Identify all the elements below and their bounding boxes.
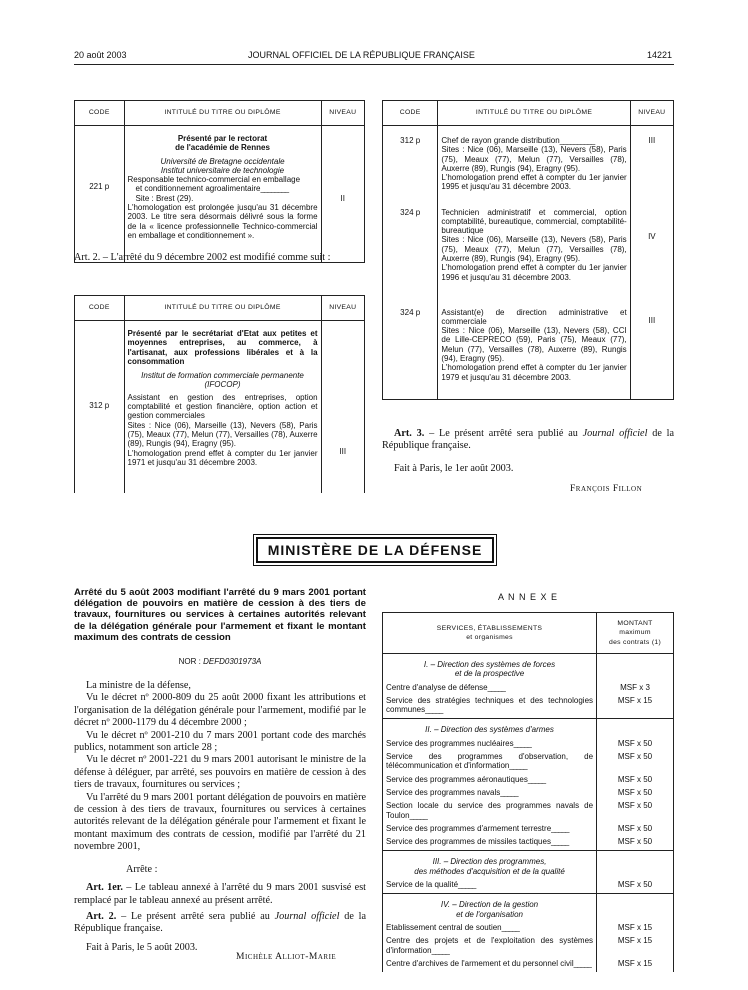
annex-section-row	[383, 719, 674, 737]
annex-amount-cell: MSF x 15	[597, 934, 674, 957]
annex-row	[383, 921, 674, 934]
annex-section-heading: III. – Direction des programmes, des méthodes d'acquisition et de la qualité	[383, 851, 597, 878]
annex-amount-cell: MSF x 15	[597, 694, 674, 717]
annex-amount-cell: MSF x 15	[597, 921, 674, 934]
diploma-table-1	[74, 100, 365, 263]
col-level: NIVEAU	[630, 101, 673, 126]
title-line: Technicien administratif et commercial, option comptabilité, bureautique, commercial, comptabilité-bureautique	[441, 207, 627, 236]
header-rule	[74, 64, 674, 65]
annex-service-cell: Service des programmes navals_____	[383, 786, 597, 799]
homologation-line: L'homologation prend effet à compter du 1er janvier 1996 et jusqu'au 31 décembre 2003.	[441, 263, 627, 282]
code-cell: 324 p	[383, 304, 438, 400]
diploma-table-3	[382, 100, 674, 400]
site-line: Sites : Nice (06), Marseille (13), Nevers (58), Paris (75), Meaux (77), Melun (77), Versailles (78), Auxerre (89), Rungis (94), Eragny (95).	[127, 420, 318, 449]
title-line: Assistant en gestion des entreprises, option comptabilité et gestion financière, option action et gestion commerciales	[127, 392, 318, 421]
signer-bottom: Michèle Alliot-Marie	[236, 952, 337, 962]
org-line: de l'académie de Rennes	[175, 143, 270, 153]
arrete-line: Arrête :	[126, 863, 158, 875]
signature-date-bottom: Fait à Paris, le 5 août 2003.	[86, 941, 198, 953]
title-line: Assistant(e) de direction administrative et commerciale	[441, 307, 627, 326]
title-line: Responsable technico-commercial en emballage	[127, 175, 301, 185]
signer-right: François Fillon	[570, 484, 643, 494]
title-cell	[438, 204, 630, 304]
annex-row	[383, 737, 674, 750]
org-line: Présenté par le secrétariat d'Etat aux petites et moyennes entreprises, au commerce, à l'artisanat, aux professions libérales et à la consommation	[127, 329, 318, 366]
annex-amount-cell: MSF x 15	[597, 957, 674, 970]
annex-section-heading: II. – Direction des systèmes d'armes	[383, 719, 597, 737]
institution-line: Institut de formation commerciale permanente (IFOCOP)	[141, 371, 304, 390]
annex-amount-cell: MSF x 50	[597, 799, 674, 822]
decree-title: Arrêté du 5 août 2003 modifiant l'arrêté du 9 mars 2001 portant délégation de pouvoirs en matière de cession à des tiers de travaux, fournitures ou services à certaines autorités relevant de la délégation générale pour l'armement et fixant le montant maximum des contrats de cession	[74, 587, 366, 643]
header-page-number: 14221	[647, 50, 673, 60]
col-code: CODE	[75, 296, 125, 321]
article-3: Art. 3. – Le présent arrêté sera publié au Journal officiel de la République française.	[382, 428, 674, 452]
annex-service-cell: Service des programmes aéronautiques_____	[383, 773, 597, 786]
annex-table	[382, 612, 674, 972]
article-2-intro: Art. 2. – L'arrêté du 9 décembre 2002 est modifié comme suit :	[74, 252, 331, 263]
level-cell: III	[630, 126, 673, 204]
title-cell	[438, 126, 630, 204]
header-date: 20 août 2003	[74, 50, 127, 60]
annex-row	[383, 773, 674, 786]
annex-section-separator	[383, 970, 674, 972]
annex-title: A N N E X E	[497, 592, 559, 602]
col-title: INTITULÉ DU TITRE OU DIPLÔME	[438, 101, 630, 126]
annex-row	[383, 681, 674, 694]
annex-row	[383, 878, 674, 891]
annex-section-heading: I. – Direction des systèmes de forces et de la prospective	[383, 654, 597, 681]
annex-amount-cell: MSF x 50	[597, 835, 674, 848]
homologation-line: L'homologation est prolongée jusqu'au 31 décembre 2003. Le titre sera désormais délivré sous la forme de la « licence professionnelle Technico-commercial en emballage et conditionnement ».	[127, 203, 318, 240]
annex-row	[383, 835, 674, 848]
annex-service-cell: Centre d'analyse de défense_____	[383, 681, 597, 694]
annex-col-services: SERVICES, ÉTABLISSEMENTS et organismes	[383, 613, 597, 654]
code-cell: 312 p	[383, 126, 438, 204]
site-line: Sites : Nice (06), Marseille (13), Nevers (58), Paris (75), Meaux (77), Melun (77), Versailles (78), Auxerre (89), Rungis (94), Eragny (95).	[441, 235, 627, 263]
title-line: Chef de rayon grande distribution__________	[441, 136, 595, 145]
decree-paragraph: Vu le décret nº 2001-210 du 7 mars 2001 portant code des marchés publics, notamment son article 28 ;	[74, 729, 366, 754]
code-cell: 312 p	[75, 321, 125, 493]
annex-section-row	[383, 894, 674, 921]
institution-line: Institut universitaire de technologie	[160, 165, 285, 175]
homologation-line: L'homologation prend effet à compter du 1er janvier 1995 et jusqu'au 31 décembre 2003.	[441, 173, 627, 192]
decree-paragraph: Vu le décret nº 2001-221 du 9 mars 2001 autorisant le ministre de la défense à déléguer, par arrêté, ses pouvoirs en matière de cession à des tiers de travaux, fournitures ou services ;	[74, 754, 366, 791]
annex-section-heading: IV. – Direction de la gestion et de l'organisation	[383, 894, 597, 921]
decree-paragraph: Vu le décret nº 2000-809 du 25 août 2000 fixant les attributions et l'organisation de la délégation générale pour l'armement, modifié par le décret nº 2000-1179 du 4 décembre 2000 ;	[74, 692, 366, 729]
annex-amount-cell: MSF x 3	[597, 681, 674, 694]
title-cell	[124, 126, 321, 263]
col-code: CODE	[383, 101, 438, 126]
annex-service-cell: Service des programmes nucléaires_____	[383, 737, 597, 750]
decree-paragraph: La ministre de la défense,	[86, 680, 191, 691]
title-cell	[124, 321, 321, 493]
title-line: et conditionnement agroalimentaire________	[135, 184, 289, 194]
annex-service-cell: Service des stratégies techniques et des technologies communes_____	[383, 694, 597, 717]
annex-service-cell: Etablissement central de soutien_____	[383, 921, 597, 934]
annex-row	[383, 786, 674, 799]
col-level: NIVEAU	[321, 101, 364, 126]
level-cell: IV	[630, 204, 673, 304]
annex-service-cell: Section locale du service des programmes navals de Toulon_____	[383, 799, 597, 822]
homologation-line: L'homologation prend effet à compter du 1er janvier 1971 et jusqu'au 31 décembre 2003.	[127, 448, 318, 467]
col-level: NIVEAU	[321, 296, 364, 321]
annex-col-amount: MONTANT maximum des contrats (1)	[597, 613, 674, 654]
annex-amount-cell: MSF x 50	[597, 773, 674, 786]
annex-amount-cell: MSF x 50	[597, 750, 674, 773]
org-line: Présenté par le rectorat	[177, 134, 268, 143]
level-cell: III	[321, 321, 364, 493]
article-1: Art. 1er. – Le tableau annexé à l'arrêté du 9 mars 2001 susvisé est remplacé par le tableau annexé au présent arrêté.	[74, 882, 366, 906]
homologation-line: L'homologation prend effet à compter du 1er janvier 1979 et jusqu'au 31 décembre 2003.	[441, 363, 627, 382]
decree-body	[74, 680, 366, 954]
annex-section-row	[383, 851, 674, 878]
col-title: INTITULÉ DU TITRE OU DIPLÔME	[124, 101, 321, 126]
ministry-heading: MINISTÈRE DE LA DÉFENSE	[256, 537, 494, 563]
institution-line: Université de Bretagne occidentale	[160, 156, 285, 166]
level-cell: III	[630, 304, 673, 400]
title-cell	[438, 304, 630, 400]
annex-section-row	[383, 654, 674, 681]
annex-row	[383, 957, 674, 970]
site-line: Sites : Nice (06), Marseille (13), Nevers (58), CCI de Lille-CEPRECO (59), Paris (75), Meaux (77), Melun (77), Versailles (78), Auxerre (89), Rungis (94), Eragny (95).	[441, 326, 627, 363]
code-cell: 324 p	[383, 204, 438, 304]
annex-service-cell: Centre des projets et de l'exploitation des systèmes d'information_____	[383, 934, 597, 957]
annex-row	[383, 750, 674, 773]
signature-date-right: Fait à Paris, le 1er août 2003.	[394, 463, 514, 474]
annex-row	[383, 822, 674, 835]
annex-row	[383, 934, 674, 957]
annex-service-cell: Service de la qualité_____	[383, 878, 597, 891]
diploma-table-2	[74, 295, 365, 493]
site-line: Sites : Nice (06), Marseille (13), Nevers (58), Paris (75), Meaux (77), Melun (77), Versailles (78), Auxerre (89), Rungis (94), Eragny (95).	[441, 145, 627, 173]
annex-amount-cell: MSF x 50	[597, 786, 674, 799]
annex-service-cell: Service des programmes d'observation, de télécommunication et d'information_____	[383, 750, 597, 773]
annex-amount-cell: MSF x 50	[597, 878, 674, 891]
annex-amount-cell: MSF x 50	[597, 822, 674, 835]
level-cell: II	[321, 126, 364, 263]
annex-service-cell: Service des programmes d'armement terrestre_____	[383, 822, 597, 835]
article-2: Art. 2. – Le présent arrêté sera publié au Journal officiel de la République française.	[74, 910, 366, 935]
site-line: Site : Brest (29).	[135, 193, 194, 203]
col-title: INTITULÉ DU TITRE OU DIPLÔME	[124, 296, 321, 321]
decree-paragraph: Vu l'arrêté du 9 mars 2001 portant délégation de pouvoirs en matière de cession à des tiers de travaux, fournitures ou services à certaines autorités relevant de la délégation générale pour l'armement et fixant le montant maximum des contrats de cession, modifié par l'arrêté du 21 novembre 2001,	[74, 791, 366, 853]
col-code: CODE	[75, 101, 125, 126]
annex-row	[383, 694, 674, 717]
annex-amount-cell: MSF x 50	[597, 737, 674, 750]
annex-row	[383, 799, 674, 822]
nor-reference: NOR : DEFD0301973A	[178, 657, 262, 666]
annex-service-cell: Centre d'archives de l'armement et du personnel civil_____	[383, 957, 597, 970]
code-cell: 221 p	[75, 126, 125, 263]
annex-service-cell: Service des programmes de missiles tactiques_____	[383, 835, 597, 848]
header-title: JOURNAL OFFICIEL DE LA RÉPUBLIQUE FRANÇAISE	[248, 50, 475, 60]
